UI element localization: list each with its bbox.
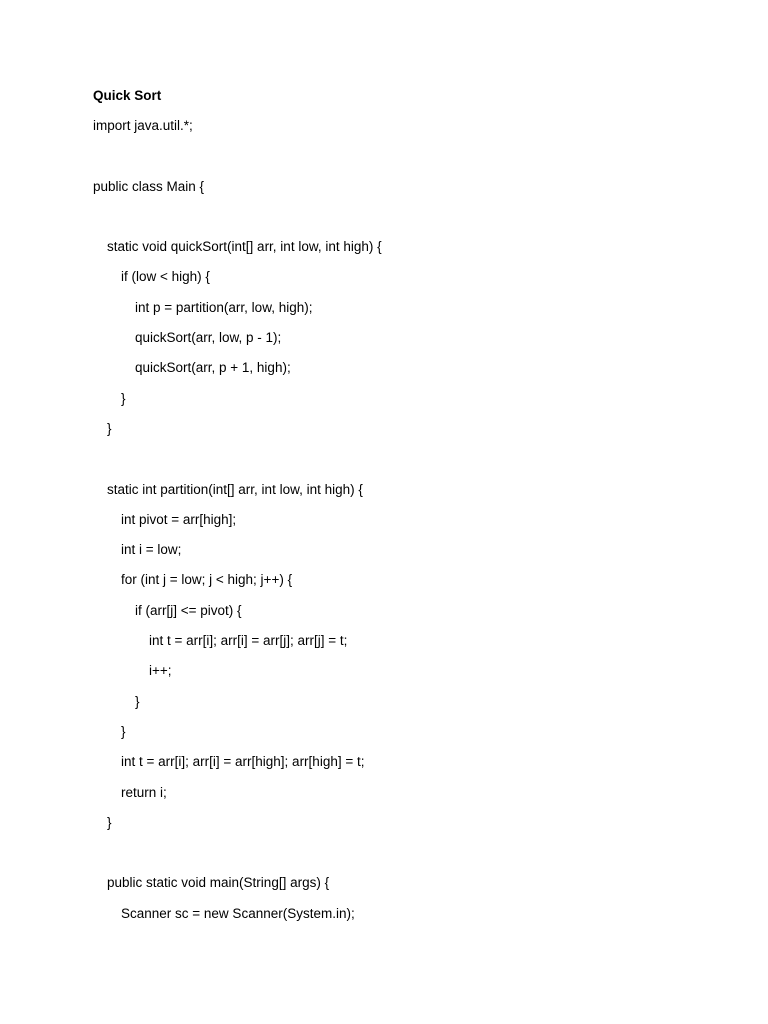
code-line: public class Main { bbox=[93, 178, 205, 194]
code-line: int t = arr[i]; arr[i] = arr[high]; arr[high] = t; bbox=[121, 754, 365, 770]
code-line: } bbox=[107, 814, 112, 830]
code-line: return i; bbox=[121, 784, 167, 800]
code-line: } bbox=[121, 723, 126, 739]
code-line: int pivot = arr[high]; bbox=[121, 511, 237, 527]
code-line bbox=[93, 208, 382, 238]
code-line: } bbox=[107, 420, 112, 436]
code-line: } bbox=[121, 390, 126, 406]
code-line: Scanner sc = new Scanner(System.in); bbox=[121, 905, 355, 921]
code-line bbox=[93, 844, 382, 874]
code-line: if (low < high) { bbox=[121, 269, 210, 285]
code-line: static void quickSort(int[] arr, int low, int high) { bbox=[107, 239, 382, 255]
code-line: if (arr[j] <= pivot) { bbox=[135, 602, 242, 618]
code-line: } bbox=[135, 693, 140, 709]
code-line: for (int j = low; j < high; j++) { bbox=[121, 572, 293, 588]
code-line: i++; bbox=[149, 663, 172, 679]
code-line: int t = arr[i]; arr[i] = arr[j]; arr[j] = t; bbox=[149, 633, 348, 649]
code-line: quickSort(arr, low, p - 1); bbox=[135, 330, 282, 346]
document-title: Quick Sort bbox=[93, 88, 162, 103]
code-line bbox=[93, 147, 382, 177]
code-line bbox=[93, 450, 382, 480]
code-line: int i = low; bbox=[121, 542, 182, 558]
code-block bbox=[93, 117, 382, 935]
code-line: int p = partition(arr, low, high); bbox=[135, 299, 313, 315]
code-line: public static void main(String[] args) { bbox=[107, 875, 330, 891]
code-line: static int partition(int[] arr, int low, int high) { bbox=[107, 481, 363, 497]
code-line: quickSort(arr, p + 1, high); bbox=[135, 360, 291, 376]
code-line: import java.util.*; bbox=[93, 118, 193, 133]
